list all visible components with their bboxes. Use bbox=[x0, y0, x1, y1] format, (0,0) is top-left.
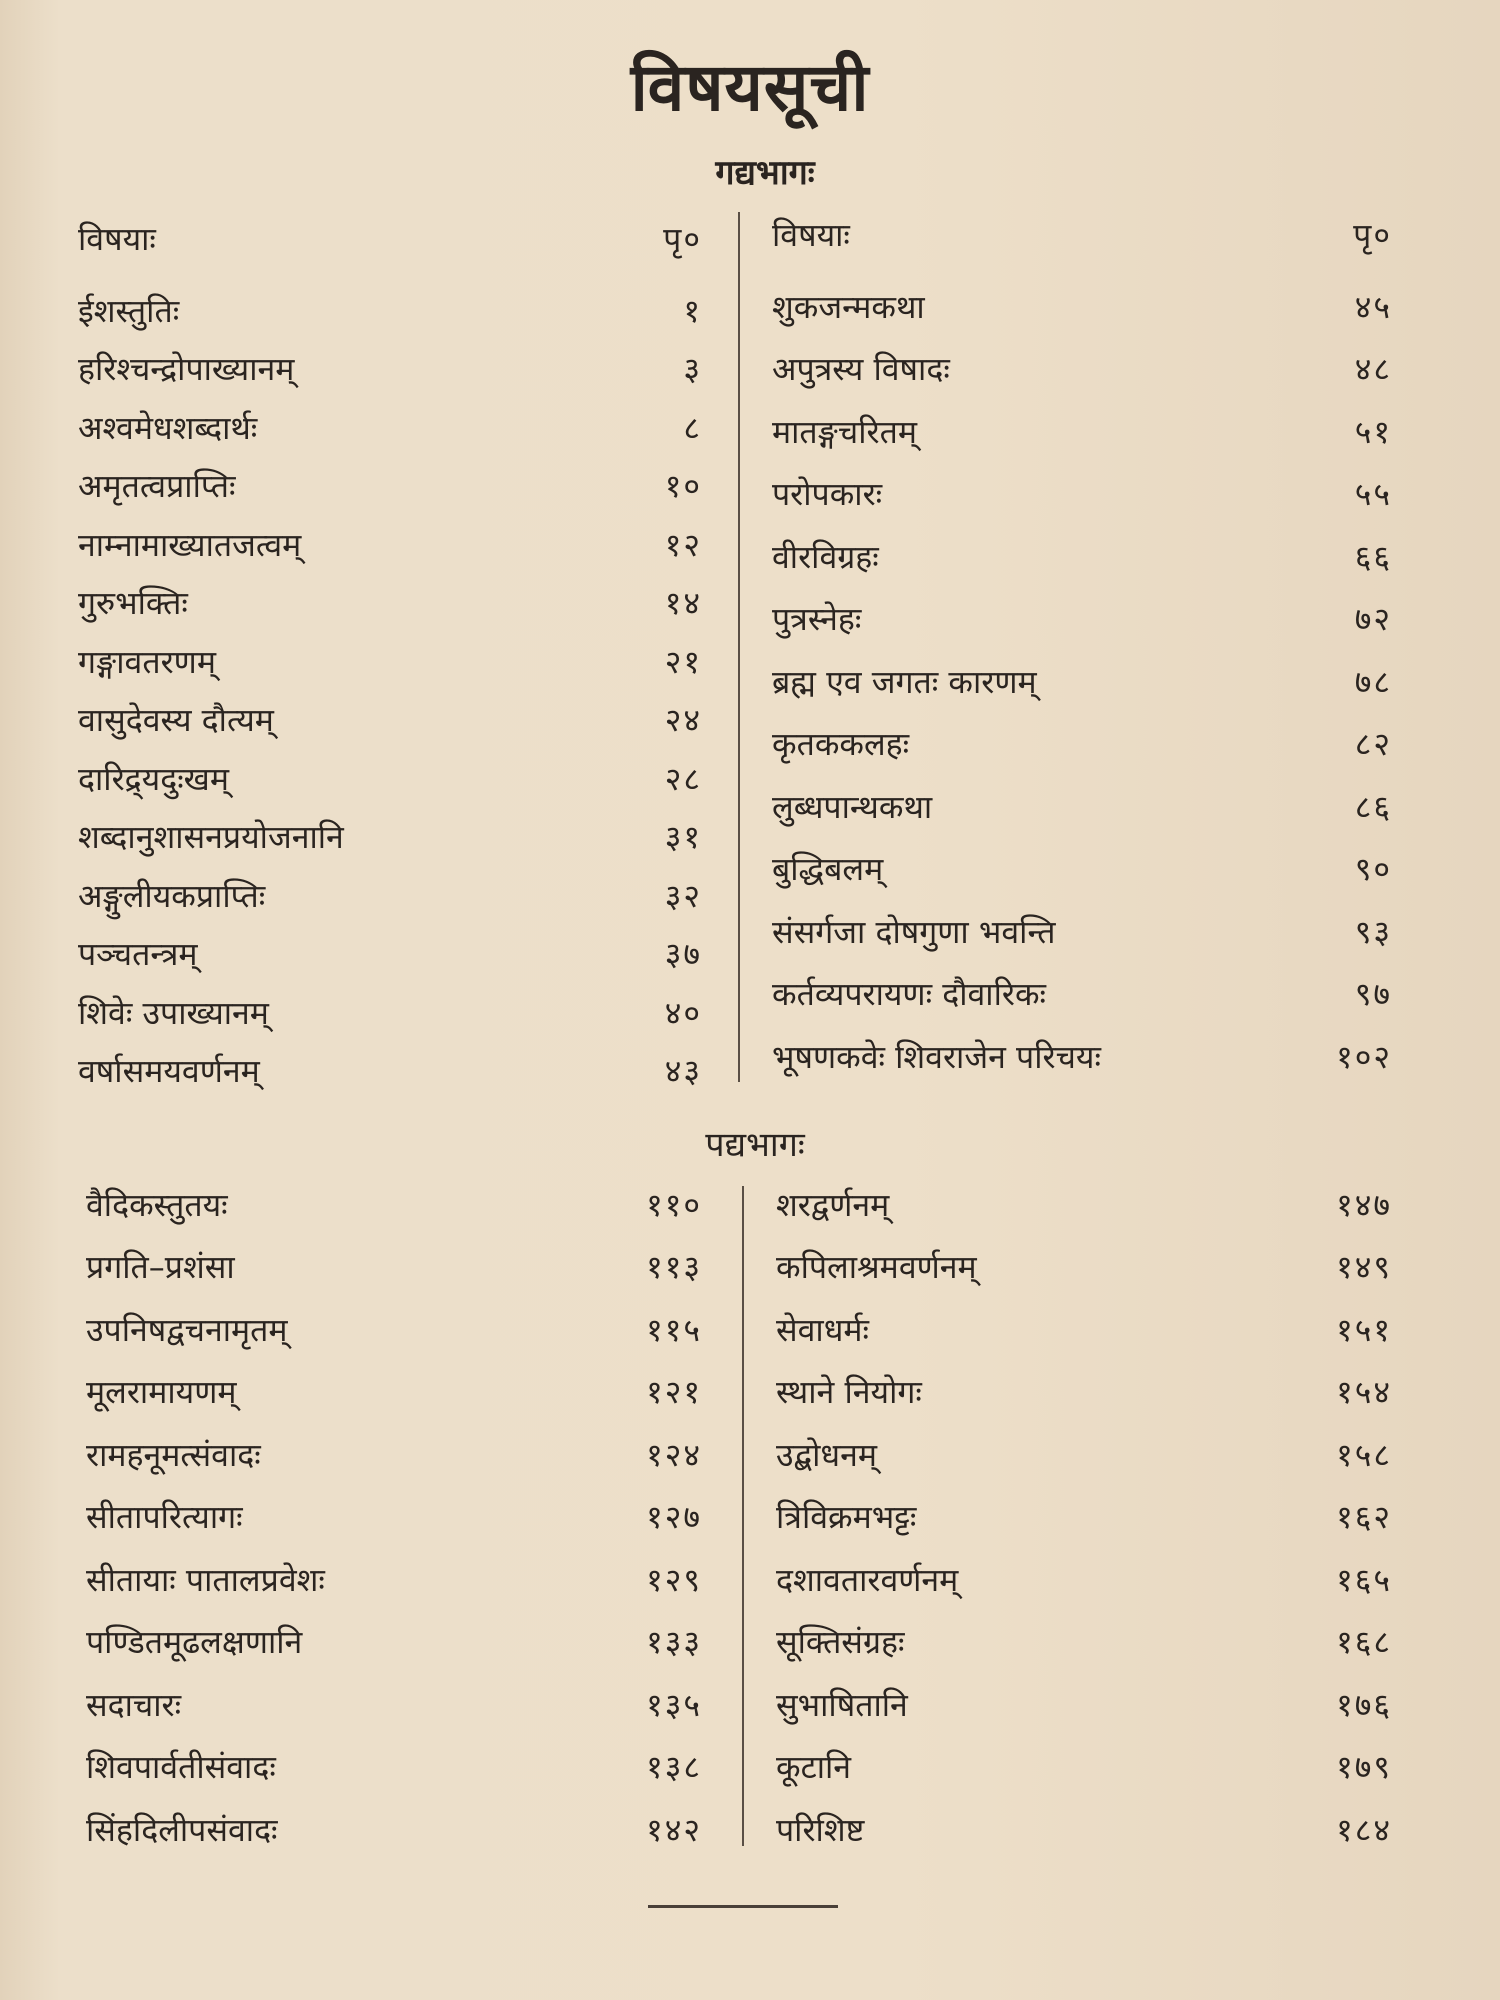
toc-topic: संसर्गजा दोषगुणा भवन्ति bbox=[772, 912, 1056, 951]
toc-page-number: १२ bbox=[664, 525, 702, 564]
toc-topic: गुरुभक्तिः bbox=[78, 584, 188, 622]
toc-page-number: ४५ bbox=[1354, 287, 1392, 326]
gadya-divider bbox=[738, 212, 740, 1082]
toc-page-number: ८६ bbox=[1354, 787, 1392, 826]
toc-topic: कर्तव्यपरायणः दौवारिकः bbox=[772, 975, 1046, 1013]
toc-page-number: ४८ bbox=[1354, 350, 1392, 388]
toc-page-number: १३८ bbox=[646, 1748, 702, 1786]
toc-entry bbox=[776, 1489, 1392, 1545]
toc-topic: बुद्धिबलम् bbox=[772, 850, 884, 888]
toc-page-number: ३७ bbox=[664, 935, 702, 973]
toc-entry bbox=[776, 1551, 1392, 1607]
toc-topic: अङ्गुलीयकप्राप्तिः bbox=[78, 876, 266, 915]
toc-page-number: ११३ bbox=[646, 1248, 702, 1286]
toc-topic: मूलरामायणम् bbox=[86, 1373, 237, 1411]
toc-page-number: ३ bbox=[683, 350, 702, 388]
toc-topic: त्रिविक्रमभट्टः bbox=[776, 1498, 917, 1536]
toc-topic: वासुदेवस्य दौत्यम् bbox=[78, 701, 274, 739]
toc-page-number: १७९ bbox=[1336, 1748, 1392, 1786]
toc-page-number: ८२ bbox=[1354, 725, 1392, 763]
toc-topic: उपनिषद्वचनामृतम् bbox=[86, 1310, 288, 1349]
toc-topic: सीतायाः पातालप्रवेशः bbox=[86, 1560, 325, 1599]
toc-topic: कूटानि bbox=[776, 1748, 852, 1786]
toc-topic: शुकजन्मकथा bbox=[772, 287, 925, 326]
toc-entry bbox=[772, 903, 1392, 959]
toc-entry bbox=[776, 1739, 1392, 1795]
toc-entry bbox=[772, 778, 1392, 834]
toc-page-number: १५४ bbox=[1336, 1373, 1392, 1411]
toc-page-number: ४३ bbox=[664, 1052, 702, 1090]
toc-entry bbox=[772, 1028, 1392, 1084]
toc-page-number: १२१ bbox=[646, 1373, 702, 1411]
toc-page-number: १४२ bbox=[646, 1810, 702, 1849]
toc-page-number: ११५ bbox=[646, 1310, 702, 1349]
toc-topic: वैदिकस्तुतयः bbox=[86, 1185, 228, 1224]
toc-page-number: ५१ bbox=[1354, 412, 1392, 451]
toc-topic: सिंहदिलीपसंवादः bbox=[86, 1810, 278, 1849]
topics-header: विषयाः bbox=[78, 219, 156, 258]
toc-page-number: १३५ bbox=[646, 1685, 702, 1724]
toc-entry bbox=[78, 984, 702, 1040]
toc-entry bbox=[86, 1739, 702, 1795]
page-header: पृ० bbox=[663, 219, 702, 258]
toc-topic: कृतककलहः bbox=[772, 725, 910, 763]
toc-entry bbox=[772, 716, 1392, 772]
toc-page-number: १५१ bbox=[1336, 1310, 1392, 1349]
toc-topic: पुत्रस्नेहः bbox=[772, 600, 862, 638]
toc-entry bbox=[772, 591, 1392, 647]
toc-page-number: ९३ bbox=[1354, 912, 1392, 951]
gadya-left-header bbox=[78, 210, 702, 266]
toc-page-number: १२९ bbox=[646, 1560, 702, 1599]
toc-page-number: ६६ bbox=[1354, 537, 1392, 576]
toc-entry bbox=[772, 966, 1392, 1022]
toc-topic: शब्दानुशासनप्रयोजनानि bbox=[78, 818, 344, 856]
toc-entry bbox=[86, 1489, 702, 1545]
toc-page-number: १०२ bbox=[1336, 1037, 1392, 1076]
toc-topic: पण्डितमूढलक्षणानि bbox=[86, 1623, 303, 1661]
toc-entry bbox=[776, 1301, 1392, 1357]
toc-entry bbox=[776, 1676, 1392, 1732]
toc-topic: सूक्तिसंग्रहः bbox=[776, 1623, 905, 1661]
toc-page-number: १५८ bbox=[1336, 1435, 1392, 1474]
toc-entry bbox=[772, 841, 1392, 897]
toc-topic: अपुत्रस्य विषादः bbox=[772, 350, 950, 388]
toc-topic: दारिद्र्यदुःखम् bbox=[78, 759, 229, 798]
toc-page-number: १८४ bbox=[1336, 1810, 1392, 1849]
toc-topic: दशावतारवर्णनम् bbox=[776, 1560, 959, 1599]
toc-entry bbox=[86, 1301, 702, 1357]
toc-page-number: २८ bbox=[664, 759, 702, 798]
toc-page-number: १२७ bbox=[646, 1498, 702, 1536]
toc-topic: नाम्नामाख्यातजत्वम् bbox=[78, 525, 302, 564]
toc-topic: शरद्वर्णनम् bbox=[776, 1185, 890, 1224]
toc-page-number: २४ bbox=[664, 701, 702, 739]
gadya-right-header bbox=[772, 206, 1392, 262]
toc-topic: भूषणकवेः शिवराजेन परिचयः bbox=[772, 1037, 1101, 1076]
toc-page-number: ५५ bbox=[1354, 475, 1392, 513]
toc-entry bbox=[776, 1239, 1392, 1295]
toc-topic: सुभाषितानि bbox=[776, 1685, 908, 1724]
toc-entry bbox=[78, 633, 702, 689]
toc-page-number: १४ bbox=[664, 584, 702, 622]
toc-topic: अश्वमेधशब्दार्थः bbox=[78, 408, 258, 447]
toc-entry bbox=[78, 692, 702, 748]
toc-page-number: ९० bbox=[1354, 850, 1392, 888]
toc-entry bbox=[776, 1426, 1392, 1482]
toc-topic: शिवेः उपाख्यानम् bbox=[78, 993, 269, 1032]
toc-topic: वीरविग्रहः bbox=[772, 537, 879, 576]
toc-entry bbox=[78, 750, 702, 806]
toc-entry bbox=[86, 1176, 702, 1232]
toc-entry bbox=[86, 1801, 702, 1857]
toc-entry bbox=[776, 1364, 1392, 1420]
toc-entry bbox=[78, 1043, 702, 1099]
toc-entry bbox=[78, 282, 702, 338]
end-rule bbox=[648, 1905, 838, 1908]
toc-page-number: ९७ bbox=[1354, 975, 1392, 1013]
toc-topic: लुब्धपान्थकथा bbox=[772, 787, 933, 826]
toc-page-number: १० bbox=[664, 467, 702, 505]
toc-topic: गङ्गावतरणम् bbox=[78, 642, 216, 681]
toc-topic: ब्रह्म एव जगतः कारणम् bbox=[772, 662, 1037, 701]
toc-entry bbox=[86, 1239, 702, 1295]
topics-header: विषयाः bbox=[772, 215, 850, 254]
toc-page-number: ४० bbox=[664, 993, 702, 1032]
toc-topic: ईशस्तुतिः bbox=[78, 291, 180, 330]
toc-topic: सदाचारः bbox=[86, 1685, 182, 1724]
toc-page-number: १७६ bbox=[1336, 1685, 1392, 1724]
toc-entry bbox=[772, 278, 1392, 334]
toc-entry bbox=[78, 926, 702, 982]
toc-entry bbox=[772, 403, 1392, 459]
padya-divider bbox=[742, 1186, 744, 1846]
toc-entry bbox=[78, 458, 702, 514]
toc-topic: परिशिष्ट bbox=[776, 1810, 865, 1849]
toc-entry bbox=[78, 809, 702, 865]
toc-topic: शिवपार्वतीसंवादः bbox=[86, 1748, 276, 1786]
toc-page-number: ७२ bbox=[1354, 600, 1392, 638]
toc-topic: प्रगति–प्रशंसा bbox=[86, 1248, 235, 1286]
toc-entry bbox=[776, 1614, 1392, 1670]
toc-page-number: १२४ bbox=[646, 1435, 702, 1474]
toc-page-number: ११० bbox=[646, 1185, 702, 1224]
toc-entry bbox=[78, 575, 702, 631]
toc-page-number: १६८ bbox=[1336, 1623, 1392, 1661]
toc-topic: रामहनूमत्संवादः bbox=[86, 1435, 261, 1474]
page-title: विषयसूची bbox=[630, 49, 870, 126]
page-header: पृ० bbox=[1353, 215, 1392, 254]
toc-entry bbox=[78, 341, 702, 397]
toc-entry bbox=[86, 1551, 702, 1607]
toc-page-number: १ bbox=[683, 291, 702, 330]
toc-entry bbox=[78, 399, 702, 455]
toc-page-number: २१ bbox=[664, 642, 702, 681]
toc-entry bbox=[772, 341, 1392, 397]
toc-page-number: १४९ bbox=[1336, 1248, 1392, 1286]
toc-topic: अमृतत्वप्राप्तिः bbox=[78, 467, 236, 505]
toc-page-number: ८ bbox=[683, 408, 702, 447]
toc-topic: मातङ्गचरितम् bbox=[772, 412, 917, 451]
toc-entry bbox=[776, 1176, 1392, 1232]
toc-topic: उद्बोधनम् bbox=[776, 1435, 877, 1474]
toc-topic: सेवाधर्मः bbox=[776, 1310, 869, 1349]
toc-entry bbox=[86, 1364, 702, 1420]
toc-page-number: १६२ bbox=[1336, 1498, 1392, 1536]
toc-page-number: १३३ bbox=[646, 1623, 702, 1661]
toc-topic: पञ्चतन्त्रम् bbox=[78, 935, 198, 973]
toc-entry bbox=[772, 653, 1392, 709]
toc-page-number: ३१ bbox=[664, 818, 702, 856]
toc-entry bbox=[772, 466, 1392, 522]
toc-entry bbox=[86, 1676, 702, 1732]
padya-heading: पद्यभागः bbox=[705, 1125, 805, 1165]
toc-topic: कपिलाश्रमवर्णनम् bbox=[776, 1248, 977, 1286]
toc-entry bbox=[78, 867, 702, 923]
gadya-heading: गद्यभागः bbox=[715, 153, 815, 193]
toc-entry bbox=[78, 516, 702, 572]
toc-entry bbox=[86, 1426, 702, 1482]
toc-topic: परोपकारः bbox=[772, 475, 883, 513]
toc-topic: सीतापरित्यागः bbox=[86, 1498, 243, 1536]
toc-topic: स्थाने नियोगः bbox=[776, 1373, 922, 1411]
toc-entry bbox=[86, 1614, 702, 1670]
toc-page-number: ७८ bbox=[1354, 662, 1392, 701]
toc-page-number: १४७ bbox=[1336, 1185, 1392, 1224]
toc-topic: हरिश्चन्द्रोपाख्यानम् bbox=[78, 350, 295, 388]
toc-entry bbox=[772, 528, 1392, 584]
toc-page-number: १६५ bbox=[1336, 1560, 1392, 1599]
toc-entry bbox=[776, 1801, 1392, 1857]
toc-topic: वर्षासमयवर्णनम् bbox=[78, 1052, 260, 1090]
toc-page-number: ३२ bbox=[664, 876, 702, 915]
